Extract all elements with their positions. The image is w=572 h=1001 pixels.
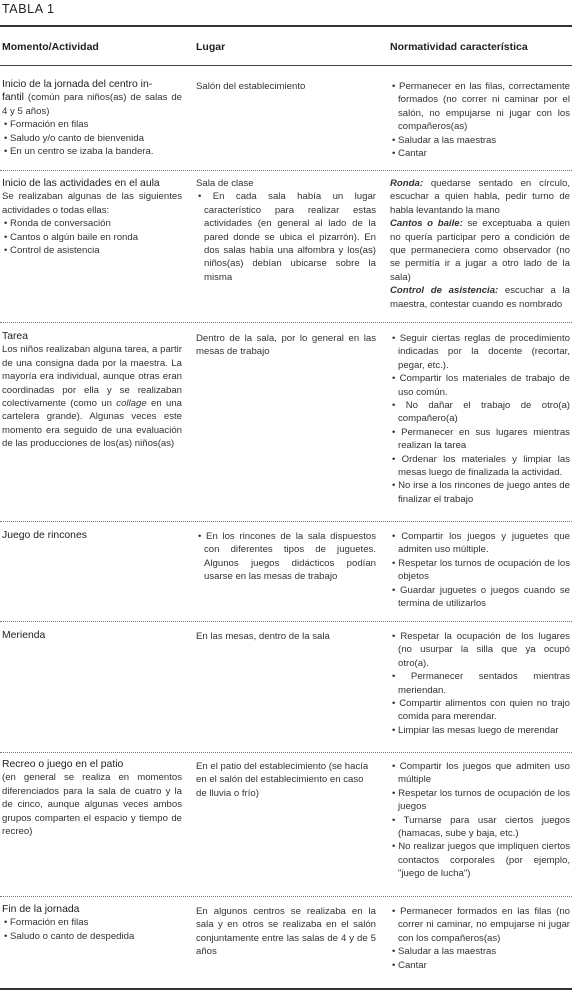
list-item: • Saludo y/o canto de bienvenida bbox=[4, 132, 144, 144]
list-item: • Formación en filas bbox=[4, 917, 89, 929]
list-item: • Compartir los materiales de trabajo de uso común. bbox=[392, 373, 571, 398]
list-item: • Permanecer formados en las filas (no correr ni caminar, no empujarse ni jugar con los compañeros(as) bbox=[392, 906, 571, 944]
list-item: • No irse a los rincones de juego antes de finalizar el trabajo bbox=[392, 480, 570, 505]
row-1-norms bbox=[390, 80, 570, 160]
row-divider bbox=[0, 170, 572, 171]
row-5-norms bbox=[390, 630, 570, 737]
list-item: • Compartir alimentos con quien no trajo comida para merendar. bbox=[392, 698, 570, 723]
list-item: • No realizar juegos que impliquen ciertos contactos corporales (por ejemplo, "juego de lucha") bbox=[392, 841, 570, 880]
row-divider bbox=[0, 322, 572, 323]
list-item: • Compartir los juegos y juguetes que admiten uso múltiple. bbox=[392, 531, 570, 556]
list-item: • Control de asistencia bbox=[4, 245, 100, 257]
row-divider bbox=[0, 896, 572, 897]
bottom-rule bbox=[0, 988, 572, 990]
row-4-norms bbox=[390, 530, 570, 610]
row-desc: (en general se realiza en momentos diferenciados para la sala de cuatro y la de cinco, aunque algunas veces ambos grupos comparten el espacio y tiempo de recreo) bbox=[2, 772, 182, 838]
row-6-norms bbox=[390, 760, 570, 881]
list-item: • No dañar el trabajo de otro(a) compañero(a) bbox=[392, 400, 571, 425]
list-item: • Ronda de conversación bbox=[4, 218, 111, 230]
list-item: • En cada sala había un lugar característico para realizar estas actividades (en general al lado de la pared donde se ubica el pizarrón). En dos salas había una alfombra y los(as) niños(as) debían ubicarse sobre la misma bbox=[198, 191, 376, 283]
place-text: Salón del establecimiento bbox=[196, 81, 306, 92]
list-item: Control de asistencia: escuchar a la maestra, contestar cuando es nombrado bbox=[390, 285, 570, 310]
list-item: • Formación en filas bbox=[4, 119, 89, 131]
row-title: Merienda bbox=[2, 630, 46, 641]
row-title: Inicio de la jornada del centro in- bbox=[2, 79, 153, 90]
row-5-moment bbox=[2, 629, 182, 642]
place-text: Sala de clase bbox=[196, 178, 254, 189]
header-moment: Momento/Actividad bbox=[2, 41, 99, 53]
list-item: Cantos o baile: se exceptuaba a quien no quería participar pero a condición de que permaneciera como observador (no se permitía ir a jugar a otro lado de la sala) bbox=[390, 218, 571, 283]
row-2-moment bbox=[2, 177, 182, 257]
list-item: • Saludar a las maestras bbox=[392, 134, 497, 146]
row-1-place bbox=[196, 80, 376, 93]
row-title: Recreo o juego en el patio bbox=[2, 759, 124, 770]
row-title-cont: fantil bbox=[2, 92, 24, 104]
place-text: En algunos centros se realizaba en la sala y en otros se realizaba en el salón conjuntamente entre las salas de 4 y de 5 años bbox=[196, 906, 376, 958]
list-item: • Respetar los turnos de ocupación de los objetos bbox=[392, 557, 570, 583]
row-title: Tarea bbox=[2, 331, 28, 342]
list-item: • Saludo o canto de despedida bbox=[4, 930, 135, 942]
list-item: • Saludar a las maestras bbox=[392, 946, 497, 958]
row-6-moment bbox=[2, 758, 182, 838]
row-desc: (común para niños(as) de salas de 4 y 5 años) bbox=[2, 92, 182, 117]
row-4-moment bbox=[2, 529, 182, 542]
list-item: • Cantar bbox=[392, 959, 427, 971]
row-2-place bbox=[196, 177, 376, 284]
list-item: • Seguir ciertas reglas de procedimiento indicadas por la docente (recortar, pegar, etc.). bbox=[392, 333, 570, 371]
place-text: En el patio del establecimiento (se hacía en el salón del establecimiento en caso de lluvia o frío) bbox=[196, 761, 369, 799]
list-item: • Respetar los turnos de ocupación de los juegos bbox=[392, 787, 570, 813]
list-item: • Turnarse para usar ciertos juegos (hamacas, sube y baja, etc.) bbox=[392, 814, 570, 840]
table-label: TABLA 1 bbox=[2, 2, 55, 16]
row-3-norms bbox=[390, 332, 570, 506]
row-4-place bbox=[196, 530, 376, 584]
row-title: Juego de rincones bbox=[2, 530, 87, 541]
row-6-place bbox=[196, 760, 376, 800]
list-item: • Guardar juguetes o juegos cuando se termina de utilizarlos bbox=[392, 584, 570, 610]
row-divider bbox=[0, 521, 572, 522]
list-item: • Permanecer en las filas, correctamente formados (no correr ni caminar por el salón, no empujarse ni jugar con los compañeros(as) bbox=[392, 81, 570, 133]
list-item: • En los rincones de la sala dispuestos con diferentes tipos de juguetes. Algunos juegos didácticos podían usarse en las mesas de trabajo bbox=[198, 531, 376, 583]
row-3-moment bbox=[2, 330, 182, 451]
row-7-moment bbox=[2, 903, 182, 943]
row-title: Fin de la jornada bbox=[2, 904, 80, 915]
list-item: • Ordenar los materiales y limpiar las mesas luego de finalizada la actividad. bbox=[392, 453, 571, 479]
list-item: • Permanecer en sus lugares mientras realizan la tarea bbox=[392, 426, 570, 452]
row-7-norms bbox=[390, 905, 570, 972]
list-item: Ronda: quedarse sentado en círculo, escuchar a quien habla, pedir turno de habla levantando la mano bbox=[390, 178, 570, 216]
header-rule bbox=[0, 65, 572, 66]
list-item: • Limpiar las mesas luego de merendar bbox=[392, 724, 559, 736]
list-item: • Respetar la ocupación de los lugares (no usurpar la silla que ya ocupó otro(a). bbox=[392, 631, 570, 669]
list-item: • Cantar bbox=[392, 148, 427, 160]
row-7-place bbox=[196, 905, 376, 959]
place-text: Dentro de la sala, por lo general en las mesas de trabajo bbox=[196, 333, 376, 358]
row-1-moment bbox=[2, 78, 182, 158]
header-norms: Normatividad característica bbox=[390, 41, 528, 53]
row-title: Inicio de las actividades en el aula bbox=[2, 178, 160, 189]
row-desc: Se realizaban algunas de las siguientes actividades o todas ellas: bbox=[2, 191, 182, 216]
list-item: • Compartir los juegos que admiten uso múltiple bbox=[392, 761, 570, 786]
row-divider bbox=[0, 621, 572, 622]
row-desc: Los niños realizaban alguna tarea, a partir de una consigna dada por la maestra. La mayoría era individual, aunque otras eran coordinadas por ella y se realizaban colectivamente (como un collage en una cartelera grande). Algunas veces este momento era seguido de una evaluación de las producciones de los(as) niños(as) bbox=[2, 344, 183, 450]
place-text: En las mesas, dentro de la sala bbox=[196, 631, 330, 642]
row-2-norms bbox=[390, 177, 570, 311]
list-item: • Permanecer sentados mientras meriendan. bbox=[392, 671, 571, 696]
row-3-place bbox=[196, 332, 376, 359]
header-place: Lugar bbox=[196, 41, 226, 53]
row-divider bbox=[0, 752, 572, 753]
list-item: • Cantos o algún baile en ronda bbox=[4, 231, 139, 243]
row-5-place bbox=[196, 630, 376, 643]
list-item: • En un centro se izaba la bandera. bbox=[4, 146, 154, 158]
top-rule bbox=[0, 25, 572, 27]
